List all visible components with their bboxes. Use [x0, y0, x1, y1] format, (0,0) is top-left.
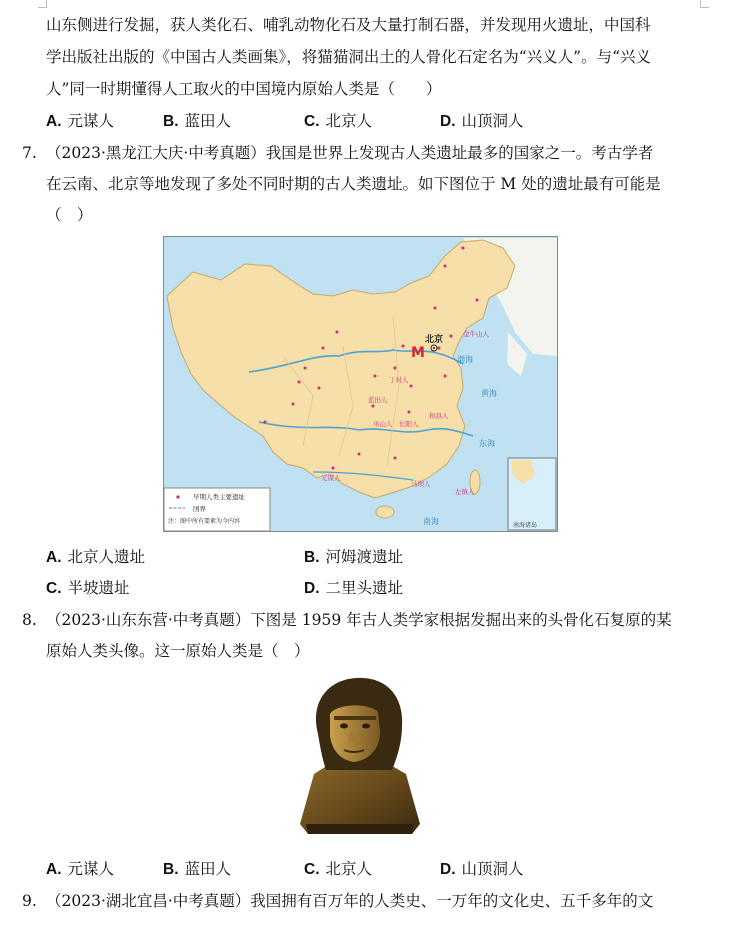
q6-line-1: 山东侧进行发掘，获人类化石、哺乳动物化石及大量打制石器，并发现用火遗址，中国科	[46, 16, 651, 34]
site-label: 左镇人	[455, 488, 475, 496]
sea-label: 黄海	[481, 389, 497, 398]
sea-label: 南海	[423, 517, 439, 526]
q8-option-c[interactable]	[304, 858, 372, 881]
q6-option-c[interactable]	[304, 110, 372, 133]
page-corner-mark	[38, 7, 47, 8]
option-letter: A.	[46, 549, 62, 566]
option-letter: A.	[46, 861, 62, 878]
option-text: 北京人	[325, 860, 373, 878]
legend-note: 注：图中所有要素为今内容	[168, 518, 241, 525]
option-letter: B.	[163, 113, 179, 130]
legend-border: 国界	[193, 505, 206, 513]
q8-option-a[interactable]	[46, 858, 114, 881]
q6-line-3: 人”同一时期懂得人工取火的中国境内原始人类是（ ）	[46, 80, 442, 98]
site-label: 和县人	[429, 412, 449, 420]
q9-line-1: （2023·湖北宜昌·中考真题）我国拥有百万年的人类史、一万年的文化史、五千多年的文	[46, 892, 654, 910]
q7-number: 7.	[22, 144, 37, 162]
option-letter: C.	[304, 113, 320, 130]
option-letter: D.	[440, 113, 456, 130]
q9-number: 9.	[22, 892, 37, 910]
legend-sites: 早期人类主要遗址	[193, 493, 245, 501]
option-text: 河姆渡遗址	[325, 548, 404, 566]
site-label: 丁村人	[389, 376, 409, 384]
option-letter: A.	[46, 113, 62, 130]
inset-label: 南海诸岛	[513, 522, 538, 529]
site-label: 蓝田人	[368, 396, 388, 404]
option-letter: B.	[304, 549, 320, 566]
bust-nose	[348, 732, 360, 742]
q6-option-a[interactable]	[46, 110, 114, 133]
q7-option-c[interactable]	[46, 577, 130, 600]
option-text: 二里头遗址	[325, 579, 404, 597]
m-marker: M	[411, 345, 425, 361]
q7-option-a[interactable]	[46, 546, 145, 569]
option-letter: D.	[440, 861, 456, 878]
capital-label: 北京	[425, 335, 444, 345]
q6-option-d[interactable]	[440, 110, 524, 133]
q7-option-d[interactable]	[304, 577, 403, 600]
q8-option-b[interactable]	[163, 858, 231, 881]
option-text: 蓝田人	[184, 112, 232, 130]
bust-shoulders	[300, 760, 420, 834]
site-label: 长阳人	[399, 420, 419, 428]
capital-icon-center	[433, 347, 435, 349]
option-letter: C.	[304, 861, 320, 878]
hainan-island	[376, 506, 394, 518]
sea-label: 渤海	[457, 355, 473, 364]
option-text: 山顶洞人	[461, 112, 524, 130]
page-corner-mark	[700, 7, 709, 8]
option-text: 山顶洞人	[461, 860, 524, 878]
option-letter: C.	[46, 580, 62, 597]
bust-eye	[362, 724, 370, 729]
china-sites-map	[163, 236, 558, 532]
site-label: 元谋人	[321, 474, 341, 482]
q7-option-b[interactable]	[304, 546, 403, 569]
option-letter: D.	[304, 580, 320, 597]
site-label: 金牛山人	[463, 330, 489, 338]
peking-man-bust-image	[296, 674, 424, 838]
option-text: 北京人遗址	[67, 548, 146, 566]
q7-line-3: （ ）	[46, 206, 93, 224]
option-text: 元谋人	[67, 112, 115, 130]
option-text: 半坡遗址	[67, 579, 130, 597]
option-letter: B.	[163, 861, 179, 878]
site-label: 巫山人	[373, 420, 393, 428]
q8-line-1: （2023·山东东营·中考真题）下图是 1959 年古人类学家根据发掘出来的头骨化石复原的某	[46, 611, 672, 629]
q6-option-b[interactable]	[163, 110, 231, 133]
q8-line-2: 原始人类头像。这一原始人类是（ ）	[46, 642, 310, 660]
bust-eye	[340, 724, 348, 729]
q8-number: 8.	[22, 611, 37, 629]
option-text: 元谋人	[67, 860, 115, 878]
option-text: 蓝田人	[184, 860, 232, 878]
site-label: 马坝人	[411, 480, 431, 488]
q7-line-2: 在云南、北京等地发现了多处不同时期的古人类遗址。如下图位于 M 处的遗址最有可能是	[46, 175, 661, 193]
bust-base	[306, 824, 414, 834]
option-text: 北京人	[325, 112, 373, 130]
q7-line-1: （2023·黑龙江大庆·中考真题）我国是世界上发现古人类遗址最多的国家之一。考古学者	[46, 144, 654, 162]
q8-option-d[interactable]	[440, 858, 524, 881]
legend-site-dot	[176, 495, 179, 498]
q6-line-2: 学出版社出版的《中国古人类画集》，将猫猫洞出土的人骨化石定名为“兴义人”。与“兴义	[46, 48, 652, 66]
sea-label: 东海	[479, 439, 495, 448]
